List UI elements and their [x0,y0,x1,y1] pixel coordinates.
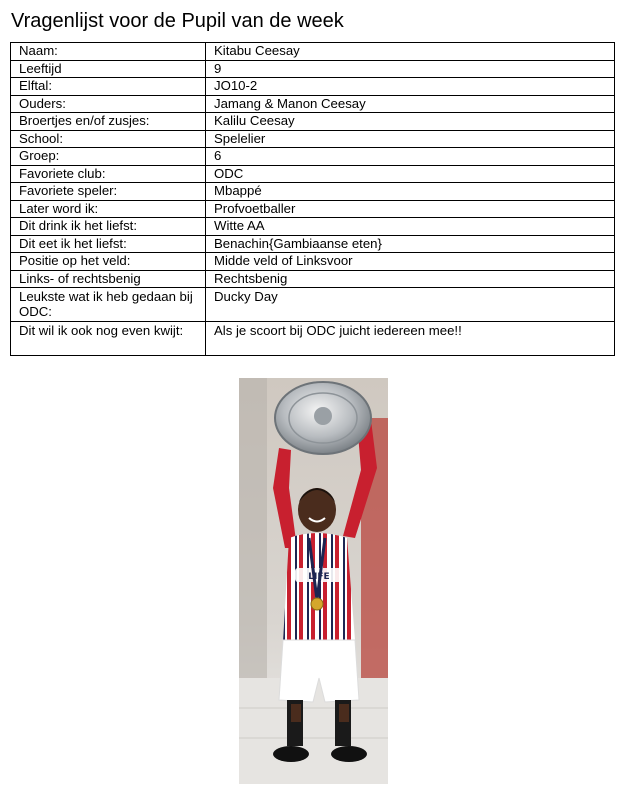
row-value: 6 [206,148,615,166]
table-row [11,113,615,131]
row-label: Links- of rechtsbenig [11,270,206,288]
row-label: Elftal: [11,78,206,96]
row-label: Ouders: [11,95,206,113]
row-value: 9 [206,60,615,78]
questionnaire-table [10,42,615,356]
page-title: Vragenlijst voor de Pupil van de week [11,10,344,32]
row-value: Jamang & Manon Ceesay [206,95,615,113]
row-label: Leukste wat ik heb gedaan bij ODC: [11,288,206,322]
table-row [11,95,615,113]
table-row [11,148,615,166]
row-label: Dit wil ik ook nog even kwijt: [11,322,206,356]
table-row [11,322,615,356]
row-value: Benachin{Gambiaanse eten} [206,235,615,253]
table-row [11,270,615,288]
table-row [11,183,615,201]
row-value: JO10-2 [206,78,615,96]
row-value: Kalilu Ceesay [206,113,615,131]
row-label: Favoriete speler: [11,183,206,201]
row-label: Favoriete club: [11,165,206,183]
row-value: ODC [206,165,615,183]
row-value: Spelelier [206,130,615,148]
row-value: Mbappé [206,183,615,201]
table-row [11,200,615,218]
row-value: Kitabu Ceesay [206,43,615,61]
svg-text:LIFE: LIFE [308,572,330,582]
table-row [11,165,615,183]
row-label: Naam: [11,43,206,61]
row-value: Profvoetballer [206,200,615,218]
row-label: Leeftijd [11,60,206,78]
row-label: Broertjes en/of zusjes: [11,113,206,131]
row-label: Groep: [11,148,206,166]
row-value: Ducky Day [206,288,615,322]
table-row [11,288,615,322]
row-value: Midde veld of Linksvoor [206,253,615,271]
row-value: Als je scoort bij ODC juicht iedereen mee!! [206,322,615,356]
row-value: Rechtsbenig [206,270,615,288]
row-value: Witte AA [206,218,615,236]
table-row [11,218,615,236]
table-row [11,130,615,148]
table-row [11,43,615,61]
row-label: Positie op het veld: [11,253,206,271]
table-row [11,60,615,78]
table-row [11,253,615,271]
table-row [11,78,615,96]
row-label: School: [11,130,206,148]
player-photo [239,378,388,784]
table-row [11,235,615,253]
row-label: Dit eet ik het liefst: [11,235,206,253]
row-label: Dit drink ik het liefst: [11,218,206,236]
row-label: Later word ik: [11,200,206,218]
